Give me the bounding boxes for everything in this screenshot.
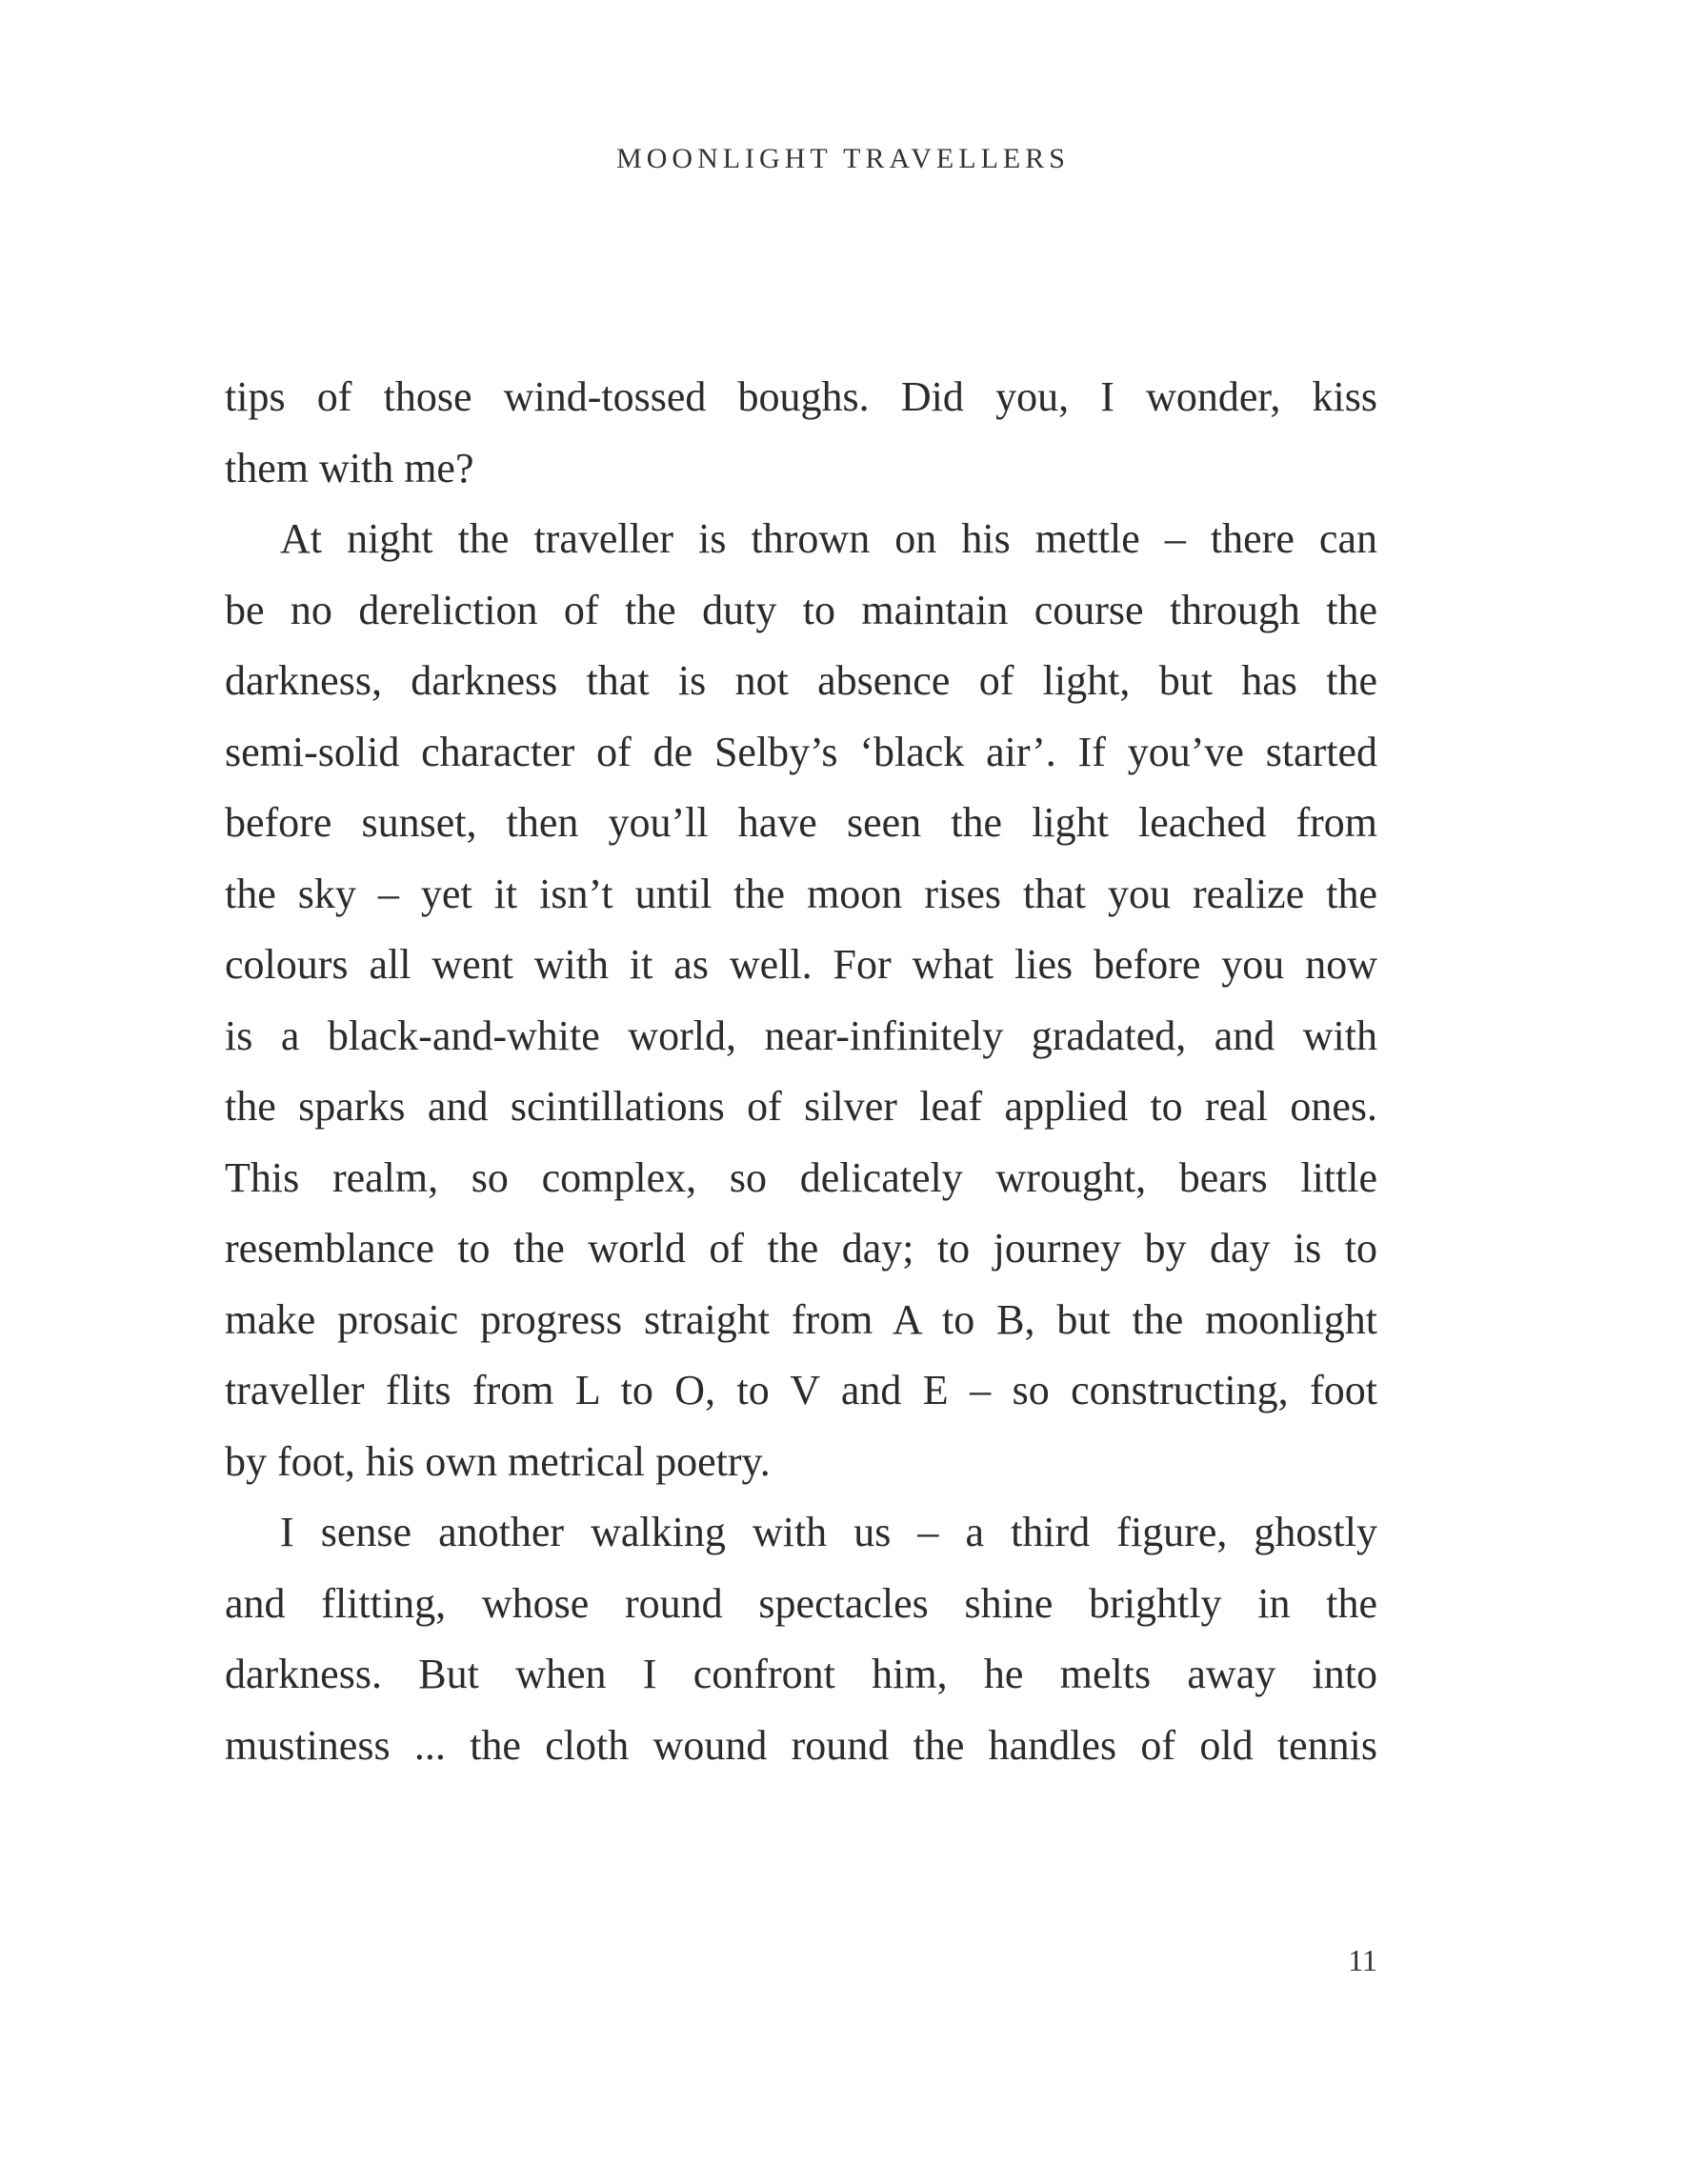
text-line: them with me? (225, 444, 474, 491)
text-line: is a black-and-white world, near-infinitely gradated, and with (225, 1012, 1377, 1059)
text-line: darkness, darkness that is not absence of light, but has the (225, 657, 1377, 704)
text-line: I sense another walking with us – a third figure, ghostly (280, 1509, 1377, 1555)
text-line: be no dereliction of the duty to maintain course through the (225, 586, 1377, 633)
text-line: the sky – yet it isn’t until the moon rises that you realize the (225, 870, 1377, 917)
text-line: make prosaic progress straight from A to B, but the moonlight (225, 1295, 1377, 1343)
text-line: traveller flits from L to O, to V and E – so constructing, foot (225, 1367, 1377, 1413)
text-line: resemblance to the world of the day; to journey by day is to (225, 1225, 1377, 1272)
text-line: darkness. But when I confront him, he melts away into (225, 1651, 1377, 1697)
text-line: colours all went with it as well. For what lies before you now (225, 941, 1377, 988)
text-line: the sparks and scintillations of silver leaf applied to real ones. (225, 1083, 1377, 1130)
text-line: by foot, his own metrical poetry. (225, 1437, 771, 1485)
text-line: before sunset, then you’ll have seen the light leached from (225, 799, 1377, 846)
body-text (225, 362, 1377, 1781)
running-head: MOONLIGHT TRAVELLERS (616, 143, 1070, 174)
text-line: This realm, so complex, so delicately wrought, bears little (225, 1153, 1377, 1201)
text-line: At night the traveller is thrown on his mettle – there can (280, 515, 1377, 562)
text-line: and flitting, whose round spectacles shine brightly in the (225, 1579, 1377, 1627)
text-line: mustiness ... the cloth wound round the handles of old tennis (225, 1721, 1377, 1769)
text-line: tips of those wind-tossed boughs. Did you, I wonder, kiss (225, 373, 1377, 420)
text-line: semi-solid character of de Selby’s ‘black air’. If you’ve started (225, 728, 1377, 775)
page-number: 11 (1348, 1943, 1377, 1977)
